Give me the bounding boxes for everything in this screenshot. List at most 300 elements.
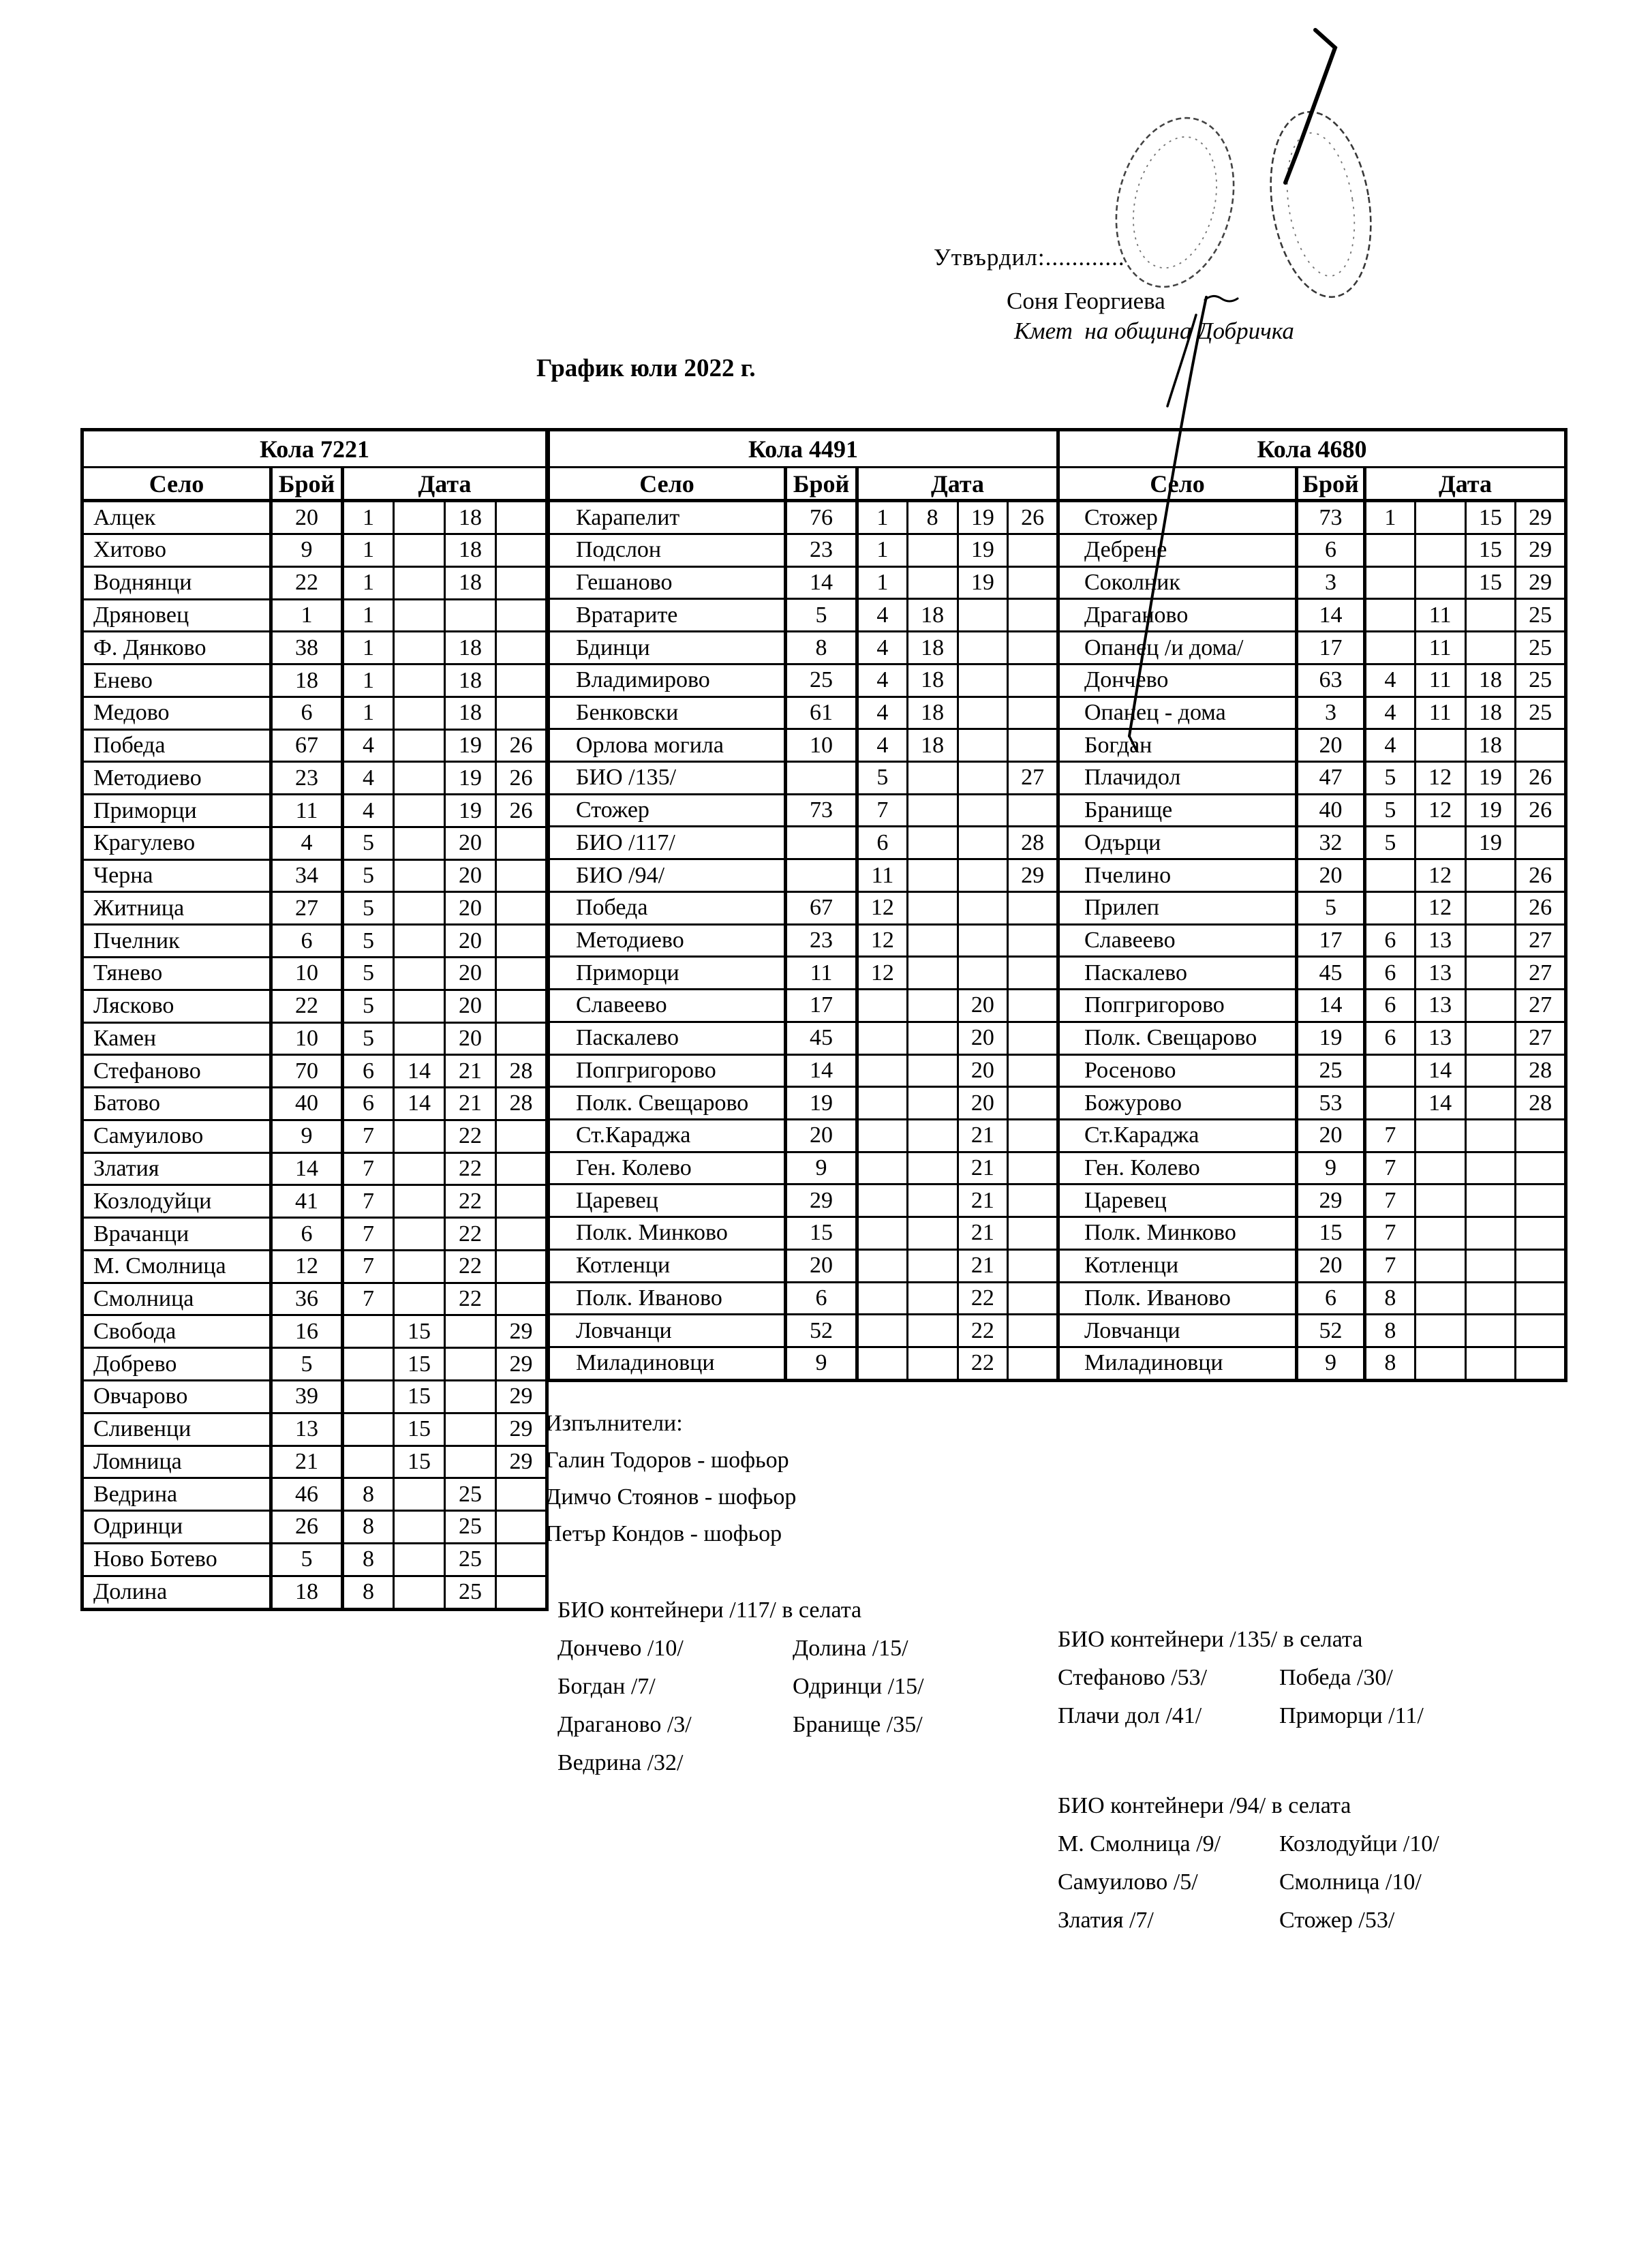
date-cell [1365,566,1416,599]
count-cell: 6 [1297,1282,1365,1315]
count-cell: 15 [786,1217,857,1250]
date-cell: 15 [1465,566,1516,599]
date-cell [907,1152,958,1184]
village-cell: Алцек [82,501,271,534]
count-cell: 11 [786,957,857,990]
village-cell: Воднянци [82,566,271,599]
date-cell [1008,1087,1058,1120]
bio-item: Златия /7/ [1058,1908,1154,1933]
date-cell [1465,924,1516,957]
date-cell: 18 [1465,664,1516,697]
date-cell: 5 [857,762,908,795]
date-cell [496,859,547,892]
table-row [1058,1347,1566,1380]
village-cell: Богдан [1058,729,1297,762]
count-cell: 67 [271,729,343,762]
date-cell [1415,1249,1465,1282]
date-cell: 27 [1008,762,1058,795]
date-cell: 8 [1365,1282,1416,1315]
table-row [1058,827,1566,859]
date-cell: 25 [1516,632,1566,664]
date-cell [1008,1184,1058,1217]
date-cell: 6 [857,827,908,859]
date-cell [907,566,958,599]
bio-columns [557,1630,1038,1782]
date-cell: 4 [857,697,908,729]
date-cell [394,827,445,859]
date-cell: 27 [1516,990,1566,1022]
date-cell [1008,632,1058,664]
date-cell: 20 [958,1054,1008,1087]
count-cell: 20 [1297,1249,1365,1282]
count-cell: 14 [1297,599,1365,632]
date-cell: 21 [445,1088,496,1120]
date-cell: 1 [343,599,394,632]
date-cell [1465,1282,1516,1315]
date-cell: 21 [958,1119,1008,1152]
village-cell: БИО /94/ [549,859,786,892]
village-cell: Плачидол [1058,762,1297,795]
date-cell: 27 [1516,957,1566,990]
date-cell: 7 [343,1120,394,1152]
date-cell [394,990,445,1022]
date-column-header: Дата [1365,468,1566,501]
date-cell [394,729,445,762]
village-cell: Тянево [82,958,271,990]
table-row [1058,1054,1566,1087]
village-cell: Одринци [82,1511,271,1544]
date-cell [394,1478,445,1511]
table-row [82,892,547,925]
count-cell: 25 [1297,1054,1365,1087]
count-cell: 20 [786,1119,857,1152]
date-cell [857,1119,908,1152]
date-cell [394,1120,445,1152]
date-cell [343,1348,394,1381]
date-cell: 13 [1415,1022,1465,1054]
date-cell: 7 [857,794,908,827]
approval-label: Утвърдил:............ [934,244,1125,271]
village-cell: Бранище [1058,794,1297,827]
date-cell: 26 [1516,859,1566,892]
date-cell [394,632,445,664]
village-cell: Полк. Иваново [549,1282,786,1315]
vehicle-schedule-table [547,428,1060,1382]
count-cell: 76 [786,501,857,534]
bio-section-title: БИО контейнери /94/ в селата [1058,1793,1351,1818]
table-row [82,664,547,697]
date-cell [496,827,547,859]
date-cell [496,599,547,632]
count-cell: 3 [1297,566,1365,599]
bio-column-right [793,1630,1038,1782]
count-cell: 19 [1297,1022,1365,1054]
date-cell [445,599,496,632]
bio-item: Стожер /53/ [1279,1908,1395,1933]
date-cell: 4 [343,729,394,762]
date-cell: 12 [1415,891,1465,924]
date-cell: 1 [343,566,394,599]
count-cell: 6 [271,925,343,958]
date-cell [1465,957,1516,990]
table-row [549,1217,1058,1250]
date-cell [343,1315,394,1348]
date-cell [496,1250,547,1283]
date-cell: 4 [857,632,908,664]
date-cell: 12 [857,957,908,990]
village-cell: Ген. Колево [549,1152,786,1184]
table-title: Кола 7221 [82,430,547,468]
count-cell: 26 [271,1511,343,1544]
date-cell: 18 [1465,697,1516,729]
village-cell: Пчелник [82,925,271,958]
date-cell [958,957,1008,990]
date-cell: 19 [445,729,496,762]
count-cell: 18 [271,1576,343,1609]
count-cell: 39 [271,1380,343,1413]
date-cell [1008,1054,1058,1087]
count-cell [786,827,857,859]
date-cell [496,1218,547,1251]
count-cell: 6 [1297,534,1365,567]
date-cell [394,958,445,990]
date-cell [496,1283,547,1315]
date-cell: 26 [1008,501,1058,534]
bio-section-title: БИО контейнери /117/ в селата [557,1598,862,1623]
date-cell [1415,827,1465,859]
count-cell: 10 [271,1022,343,1055]
date-cell: 7 [1365,1152,1416,1184]
count-cell: 70 [271,1055,343,1088]
table-row [1058,1184,1566,1217]
date-cell [496,1120,547,1152]
date-cell [1415,1347,1465,1380]
date-cell: 4 [1365,664,1416,697]
date-cell [1465,1119,1516,1152]
date-cell [1365,599,1416,632]
date-cell [1516,827,1566,859]
date-cell: 13 [1415,924,1465,957]
date-cell: 29 [496,1380,547,1413]
date-cell: 18 [445,697,496,729]
table-row [549,697,1058,729]
date-cell [907,794,958,827]
date-cell: 7 [1365,1217,1416,1250]
date-cell [394,1511,445,1544]
count-cell: 6 [271,1218,343,1251]
date-cell: 4 [1365,729,1416,762]
date-cell: 18 [445,566,496,599]
date-cell: 29 [496,1446,547,1478]
date-cell: 18 [445,632,496,664]
count-cell: 47 [1297,762,1365,795]
count-cell: 38 [271,632,343,664]
table-row [1058,891,1566,924]
village-cell: Долина [82,1576,271,1609]
date-cell [1008,1315,1058,1347]
count-cell: 15 [1297,1217,1365,1250]
table-row [549,794,1058,827]
bio-section-title: БИО контейнери /135/ в селата [1058,1627,1363,1652]
date-cell: 25 [445,1576,496,1609]
village-cell: Орлова могила [549,729,786,762]
date-cell [394,1185,445,1218]
village-cell: Ведрина [82,1478,271,1511]
executors-block [545,1405,796,1553]
date-cell: 22 [445,1250,496,1283]
executors-label: Изпълнители: [545,1411,683,1436]
count-cell: 32 [1297,827,1365,859]
count-cell: 5 [1297,891,1365,924]
count-cell: 3 [1297,697,1365,729]
table-row [82,1250,547,1283]
date-cell: 22 [958,1315,1008,1347]
village-cell: Методиево [82,762,271,795]
table-row [549,534,1058,567]
village-cell: Сливенци [82,1413,271,1446]
date-cell [496,697,547,729]
village-cell: Черна [82,859,271,892]
count-cell: 23 [271,762,343,795]
count-cell: 25 [786,664,857,697]
date-cell [907,924,958,957]
village-cell: Полк. Минково [549,1217,786,1250]
date-cell: 20 [445,859,496,892]
village-cell: Дряновец [82,599,271,632]
date-cell [496,1511,547,1544]
date-cell: 5 [343,990,394,1022]
village-cell: Ловчанци [1058,1315,1297,1347]
table-row [1058,924,1566,957]
count-cell: 20 [1297,1119,1365,1152]
date-cell [445,1446,496,1478]
count-cell: 52 [1297,1315,1365,1347]
date-cell [1415,1152,1465,1184]
count-cell: 20 [1297,729,1365,762]
table-row [549,1347,1058,1380]
date-cell [496,1543,547,1576]
date-cell: 11 [1415,599,1465,632]
date-cell: 28 [1516,1054,1566,1087]
date-cell: 1 [343,632,394,664]
date-cell: 28 [496,1088,547,1120]
village-cell: Бенковски [549,697,786,729]
village-cell: Ново Ботево [82,1543,271,1576]
date-cell [445,1380,496,1413]
date-cell [1008,1119,1058,1152]
date-cell: 19 [1465,762,1516,795]
bio-column-right [1279,1825,1525,1940]
village-cell: Славеево [549,990,786,1022]
village-cell: Одърци [1058,827,1297,859]
date-cell: 4 [857,599,908,632]
table-row [1058,1217,1566,1250]
date-cell: 14 [394,1088,445,1120]
date-cell: 15 [394,1348,445,1381]
date-cell [394,1218,445,1251]
table-row [82,566,547,599]
date-cell: 15 [394,1446,445,1478]
village-cell: Свобода [82,1315,271,1348]
date-cell [1465,990,1516,1022]
date-column-header: Дата [857,468,1058,501]
date-cell: 29 [1516,534,1566,567]
date-cell: 12 [857,924,908,957]
date-cell [907,827,958,859]
table-row [82,1413,547,1446]
table-row [549,957,1058,990]
date-cell [958,794,1008,827]
date-cell [1516,1347,1566,1380]
date-cell: 8 [1365,1347,1416,1380]
date-cell [496,501,547,534]
village-cell: Златия [82,1152,271,1185]
date-cell [907,1347,958,1380]
date-cell [1465,1217,1516,1250]
village-cell: Методиево [549,924,786,957]
village-cell: Полк. Свещарово [549,1087,786,1120]
date-cell: 11 [1415,632,1465,664]
date-cell [958,664,1008,697]
date-cell: 19 [958,534,1008,567]
bio-item: Козлодуйци /10/ [1279,1831,1439,1856]
date-cell: 26 [496,795,547,827]
count-cell: 16 [271,1315,343,1348]
date-cell [907,1184,958,1217]
date-cell: 26 [1516,794,1566,827]
date-cell: 5 [343,859,394,892]
page-title: График юли 2022 г. [536,354,756,382]
bio-column-right [1279,1659,1525,1735]
village-cell: Божурово [1058,1087,1297,1120]
village-cell: М. Смолница [82,1250,271,1283]
date-cell: 22 [958,1347,1008,1380]
date-cell [496,566,547,599]
table-row [82,1543,547,1576]
count-cell: 29 [1297,1184,1365,1217]
count-cell: 8 [786,632,857,664]
table-row [1058,762,1566,795]
date-cell [394,664,445,697]
village-cell: Победа [549,891,786,924]
date-cell: 27 [1516,1022,1566,1054]
date-cell [857,1054,908,1087]
date-cell [394,534,445,567]
village-cell: Дебрене [1058,534,1297,567]
date-cell [1465,859,1516,892]
village-cell: Ген. Колево [1058,1152,1297,1184]
date-cell [857,1282,908,1315]
date-cell: 29 [1008,859,1058,892]
table-row [1058,697,1566,729]
date-cell [496,664,547,697]
table-row [1058,990,1566,1022]
date-cell: 22 [445,1120,496,1152]
date-cell: 12 [1415,762,1465,795]
village-cell: Славеево [1058,924,1297,957]
date-cell [343,1380,394,1413]
date-cell [1008,1347,1058,1380]
count-cell: 17 [786,990,857,1022]
date-cell: 5 [343,892,394,925]
date-cell [907,534,958,567]
date-cell [394,501,445,534]
table-row [82,762,547,795]
date-cell [1516,1249,1566,1282]
date-cell: 4 [343,762,394,795]
village-cell: Попгригорово [1058,990,1297,1022]
date-cell: 21 [445,1055,496,1088]
date-cell [496,892,547,925]
date-cell [1008,566,1058,599]
approver-name: Соня Георгиева [1007,288,1165,314]
date-cell: 21 [958,1184,1008,1217]
table-row [82,1315,547,1348]
date-cell [958,924,1008,957]
date-cell: 6 [1365,990,1416,1022]
date-cell [1465,632,1516,664]
count-cell: 36 [271,1283,343,1315]
date-cell: 12 [1415,859,1465,892]
date-cell [1465,1249,1516,1282]
date-cell: 4 [1365,697,1416,729]
approver-job-title: Кмет на община Добричка [1014,318,1294,344]
date-cell: 7 [1365,1119,1416,1152]
date-cell: 27 [1516,924,1566,957]
date-cell: 20 [445,958,496,990]
date-cell [907,1217,958,1250]
table-row [82,729,547,762]
date-cell: 19 [445,795,496,827]
count-cell: 40 [271,1088,343,1120]
count-cell: 46 [271,1478,343,1511]
date-cell [1365,859,1416,892]
table-row [549,1282,1058,1315]
date-cell: 29 [496,1315,547,1348]
count-cell: 13 [271,1413,343,1446]
count-cell: 10 [786,729,857,762]
date-cell: 7 [343,1218,394,1251]
date-cell [958,632,1008,664]
date-cell [857,1217,908,1250]
table-row [82,1185,547,1218]
table-row [1058,1119,1566,1152]
count-cell: 45 [786,1022,857,1054]
date-cell: 5 [1365,794,1416,827]
date-cell: 13 [1415,990,1465,1022]
count-cell: 61 [786,697,857,729]
date-cell: 19 [445,762,496,795]
date-cell: 20 [958,990,1008,1022]
village-cell: Приморци [549,957,786,990]
date-cell: 18 [907,599,958,632]
date-cell [1516,1282,1566,1315]
date-cell [1008,957,1058,990]
count-cell: 67 [786,891,857,924]
village-cell: Енево [82,664,271,697]
village-cell: Хитово [82,534,271,567]
count-cell: 5 [271,1543,343,1576]
table-row [1058,794,1566,827]
table-row [82,1380,547,1413]
village-cell: Дончево [1058,664,1297,697]
date-cell: 19 [958,566,1008,599]
date-cell [1008,534,1058,567]
date-cell [496,925,547,958]
date-cell: 28 [1516,1087,1566,1120]
date-cell: 29 [496,1348,547,1381]
count-cell: 29 [786,1184,857,1217]
